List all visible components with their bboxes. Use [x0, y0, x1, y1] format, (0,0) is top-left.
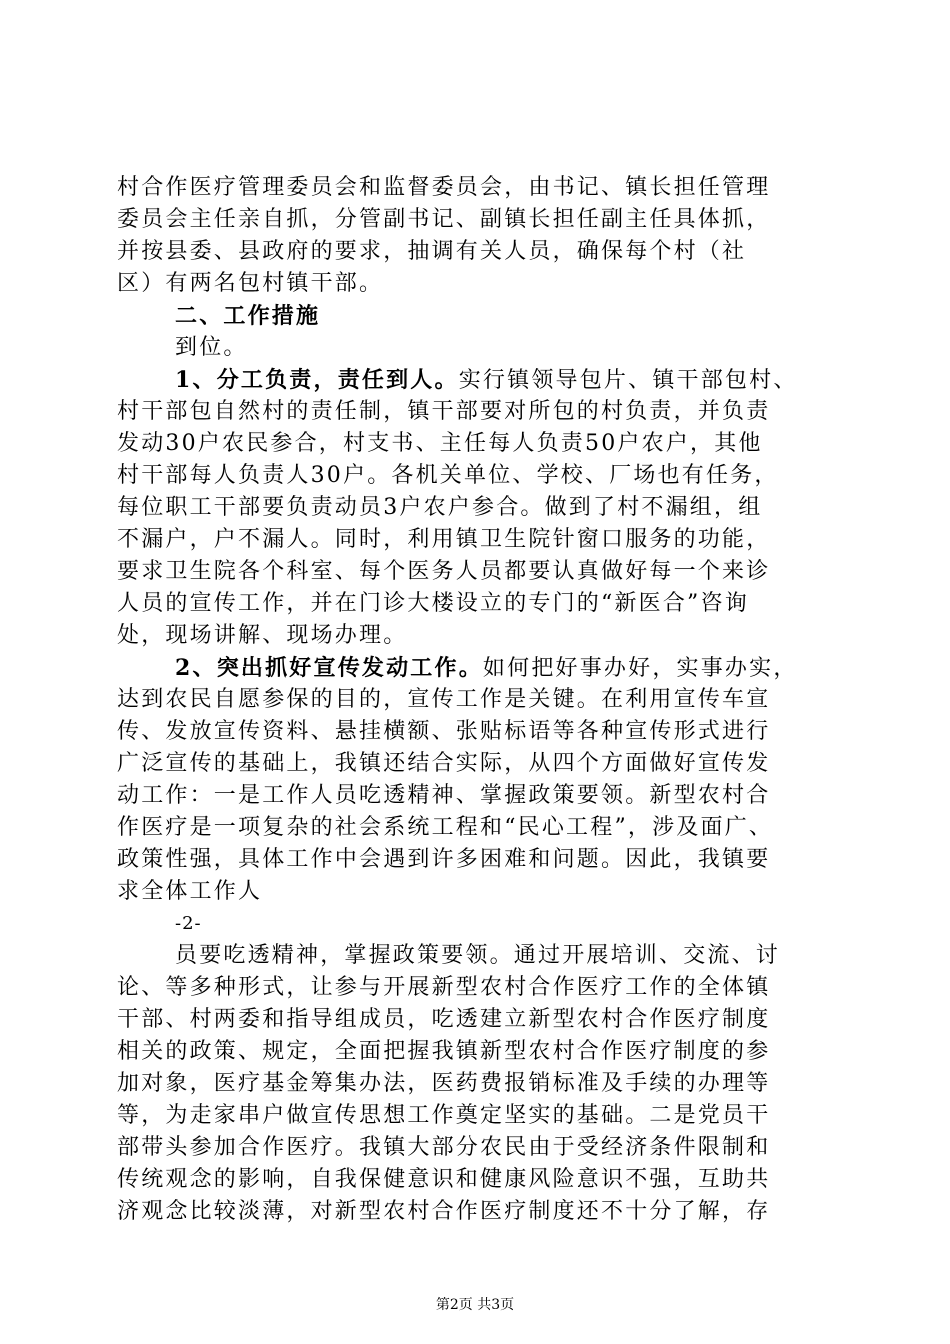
text-line — [117, 716, 837, 748]
body-text: 如何把好事办好，实事办实， — [482, 656, 798, 681]
body-text: 村干部包自然村的责任制，镇干部要对所包的村负责，并负责 — [117, 399, 771, 424]
body-text: 要求卫生院各个科室、每个医务人员都要认真做好每一个来诊 — [117, 559, 771, 584]
text-line — [117, 332, 837, 364]
body-text: 相关的政策、规定，全面把握我镇新型农村合作医疗制度的参 — [117, 1039, 771, 1064]
body-text: 论、等多种形式，让参与开展新型农村合作医疗工作的全体镇 — [117, 975, 771, 1000]
text-line — [117, 1164, 837, 1196]
text-line — [117, 524, 837, 556]
body-text: 作医疗是一项复杂的社会系统工程和“民心工程”，涉及面广、 — [117, 815, 774, 840]
bold-heading-text: 2、突出抓好宣传发动工作。 — [175, 655, 483, 681]
body-text: 传、发放宣传资料、悬挂横额、张贴标语等各种宣传形式进行 — [117, 719, 771, 744]
body-text: 员要吃透精神，掌握政策要领。通过开展培训、交流、讨 — [175, 943, 781, 968]
body-text: 部带头参加合作医疗。我镇大部分农民由于受经济条件限制和 — [117, 1135, 771, 1160]
body-text: 到位。 — [175, 335, 248, 360]
text-line — [117, 812, 837, 844]
text-line — [117, 1036, 837, 1068]
text-line — [117, 652, 837, 684]
text-line — [117, 172, 837, 204]
body-text: 委员会主任亲自抓，分管副书记、副镇长担任副主任具体抓， — [117, 207, 771, 232]
text-line — [117, 876, 837, 908]
body-text: 达到农民自愿参保的目的，宣传工作是关键。在利用宣传车宣 — [117, 687, 771, 712]
text-line — [117, 236, 837, 268]
text-line — [117, 204, 837, 236]
text-line — [117, 1132, 837, 1164]
text-line — [117, 684, 837, 716]
body-text: 政策性强，具体工作中会遇到许多困难和问题。因此，我镇要 — [117, 847, 771, 872]
text-line — [117, 364, 837, 396]
text-line — [117, 1100, 837, 1132]
text-line — [117, 972, 837, 1004]
page-number-marker — [117, 908, 837, 940]
text-line — [117, 492, 837, 524]
body-text: -2- — [175, 913, 202, 934]
body-text: 村干部每人负责人30户。各机关单位、学校、厂场也有任务， — [117, 463, 779, 488]
text-line — [117, 460, 837, 492]
body-text: 动工作：一是工作人员吃透精神、掌握政策要领。新型农村合 — [117, 783, 771, 808]
body-text: 并按县委、县政府的要求，抽调有关人员，确保每个村（社 — [117, 239, 747, 264]
text-line — [117, 268, 837, 300]
text-line — [117, 588, 837, 620]
text-line — [117, 844, 837, 876]
body-text: 人员的宣传工作，并在门诊大楼设立的专门的“新医合”咨询 — [117, 591, 749, 616]
text-line — [117, 396, 837, 428]
text-line — [117, 620, 837, 652]
body-text: 村合作医疗管理委员会和监督委员会，由书记、镇长担任管理 — [117, 175, 771, 200]
document-body — [117, 172, 837, 1228]
text-line — [117, 940, 837, 972]
body-text: 广泛宣传的基础上，我镇还结合实际，从四个方面做好宣传发 — [117, 751, 771, 776]
text-line — [117, 1068, 837, 1100]
body-text: 不漏户，户不漏人。同时，利用镇卫生院针窗口服务的功能， — [117, 527, 771, 552]
body-text: 加对象，医疗基金筹集办法，医药费报销标准及手续的办理等 — [117, 1071, 771, 1096]
body-text: 处，现场讲解、现场办理。 — [117, 623, 408, 648]
body-text: 济观念比较淡薄，对新型农村合作医疗制度还不十分了解，存 — [117, 1199, 771, 1224]
text-line — [117, 428, 837, 460]
text-line — [117, 1196, 837, 1228]
body-text: 等，为走家串户做宣传思想工作奠定坚实的基础。二是党员干 — [117, 1103, 771, 1128]
body-text: 求全体工作人 — [117, 879, 263, 904]
body-text: 发动30户农民参合，村支书、主任每人负责50户农户，其他 — [117, 431, 763, 456]
body-text: 干部、村两委和指导组成员，吃透建立新型农村合作医疗制度 — [117, 1007, 771, 1032]
bold-heading-text: 1、分工负责，责任到人。 — [175, 367, 459, 393]
page-footer: 第2页 共3页 — [435, 1297, 515, 1313]
body-text: 传统观念的影响，自我保健意识和健康风险意识不强，互助共 — [117, 1167, 771, 1192]
text-line — [117, 556, 837, 588]
text-line — [117, 1004, 837, 1036]
text-line — [117, 748, 837, 780]
text-line — [117, 780, 837, 812]
body-text: 实行镇领导包片、镇干部包村、 — [458, 368, 798, 393]
bold-heading-text: 二、工作措施 — [175, 303, 321, 329]
body-text: 每位职工干部要负责动员3户农户参合。做到了村不漏组，组 — [117, 495, 763, 520]
body-text: 区）有两名包村镇干部。 — [117, 271, 384, 296]
text-line — [117, 300, 837, 332]
